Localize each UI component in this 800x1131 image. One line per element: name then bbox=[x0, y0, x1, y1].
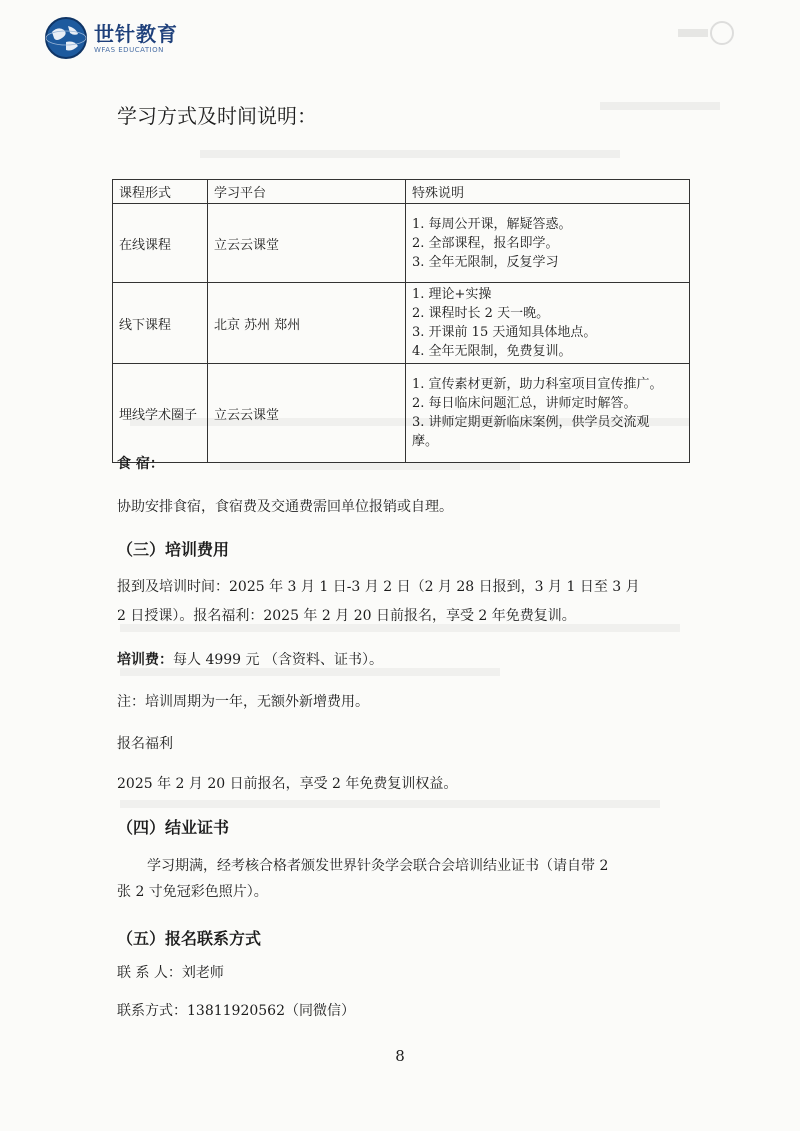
course-form-cell: 在线课程 bbox=[113, 204, 208, 283]
course-table bbox=[112, 179, 690, 463]
certificate-line-2: 张 2 寸免冠彩色照片）。 bbox=[117, 884, 268, 900]
contact-person: 联 系 人：刘老师 bbox=[117, 965, 224, 981]
platform-cell: 立云云课堂 bbox=[208, 204, 406, 283]
watermark-logo-icon bbox=[676, 20, 736, 46]
note-line: 2. 课程时长 2 天一晚。 bbox=[412, 306, 550, 321]
note-line: 1. 每周公开课，解疑答惑。 bbox=[412, 216, 572, 232]
fees-schedule-line-1: 报到及培训时间：2025 年 3 月 1 日-3 月 2 日（2 月 28 日报到，3 月 1 日至 3 月 bbox=[117, 579, 640, 595]
contact-heading: （五）报名联系方式 bbox=[117, 929, 262, 948]
course-form-cell: 线下课程 bbox=[113, 283, 208, 364]
lodging-label: 食 宿： bbox=[117, 456, 164, 472]
benefit-label: 报名福利 bbox=[117, 736, 173, 752]
page-number: 8 bbox=[395, 1047, 405, 1065]
platform-cell: 立云云课堂 bbox=[208, 364, 406, 463]
note-line: 4. 全年无限制，免费复训。 bbox=[412, 344, 572, 359]
platform-cell: 北京 苏州 郑州 bbox=[208, 283, 406, 364]
globe-icon bbox=[44, 16, 88, 60]
note-line: 摩。 bbox=[412, 434, 439, 449]
certificate-heading: （四）结业证书 bbox=[117, 818, 230, 837]
note-line: 3. 全年无限制，反复学习 bbox=[412, 254, 559, 270]
table-row bbox=[113, 283, 690, 364]
table-header: 课程形式 bbox=[113, 180, 208, 204]
fee-line bbox=[117, 650, 383, 670]
note-line: 3. 讲师定期更新临床案例，供学员交流观 bbox=[412, 415, 650, 430]
notes-cell bbox=[406, 204, 690, 283]
contact-method: 联系方式：13811920562（同微信） bbox=[117, 1003, 355, 1019]
fee-label: 培训费： bbox=[117, 652, 173, 668]
notes-cell bbox=[406, 364, 690, 463]
note-line: 1. 宣传素材更新，助力科室项目宣传推广。 bbox=[412, 377, 663, 392]
logo-name: 世针教育 bbox=[94, 22, 178, 46]
fees-heading: （三）培训费用 bbox=[117, 540, 230, 559]
note-line: 2. 全部课程，报名即学。 bbox=[412, 235, 559, 251]
table-row bbox=[113, 364, 690, 463]
note-line: 1. 理论+实操 bbox=[412, 287, 492, 302]
note-line: 2. 每日临床问题汇总，讲师定时解答。 bbox=[412, 396, 637, 411]
table-header-row bbox=[113, 180, 690, 204]
fee-note: 注：培训周期为一年，无额外新增费用。 bbox=[117, 694, 369, 710]
table-header: 特殊说明 bbox=[406, 180, 690, 204]
logo-subtitle: WFAS EDUCATION bbox=[94, 46, 164, 54]
certificate-line-1: 学习期满，经考核合格者颁发世界针灸学会联合会培训结业证书（请自带 2 bbox=[147, 858, 609, 874]
study-section-title: 学习方式及时间说明： bbox=[117, 104, 317, 128]
logo bbox=[44, 16, 178, 60]
lodging-text: 协助安排食宿，食宿费及交通费需回单位报销或自理。 bbox=[117, 499, 453, 515]
table-header: 学习平台 bbox=[208, 180, 406, 204]
note-line: 3. 开课前 15 天通知具体地点。 bbox=[412, 325, 597, 340]
benefit-text: 2025 年 2 月 20 日前报名，享受 2 年免费复训权益。 bbox=[117, 776, 458, 792]
fee-text: 每人 4999 元 （含资料、证书）。 bbox=[173, 652, 383, 668]
table-row bbox=[113, 204, 690, 283]
fees-schedule-line-2: 2 日授课）。报名福利：2025 年 2 月 20 日前报名，享受 2 年免费复训。 bbox=[117, 608, 576, 624]
course-form-cell: 埋线学术圈子 bbox=[113, 364, 208, 463]
notes-cell bbox=[406, 283, 690, 364]
